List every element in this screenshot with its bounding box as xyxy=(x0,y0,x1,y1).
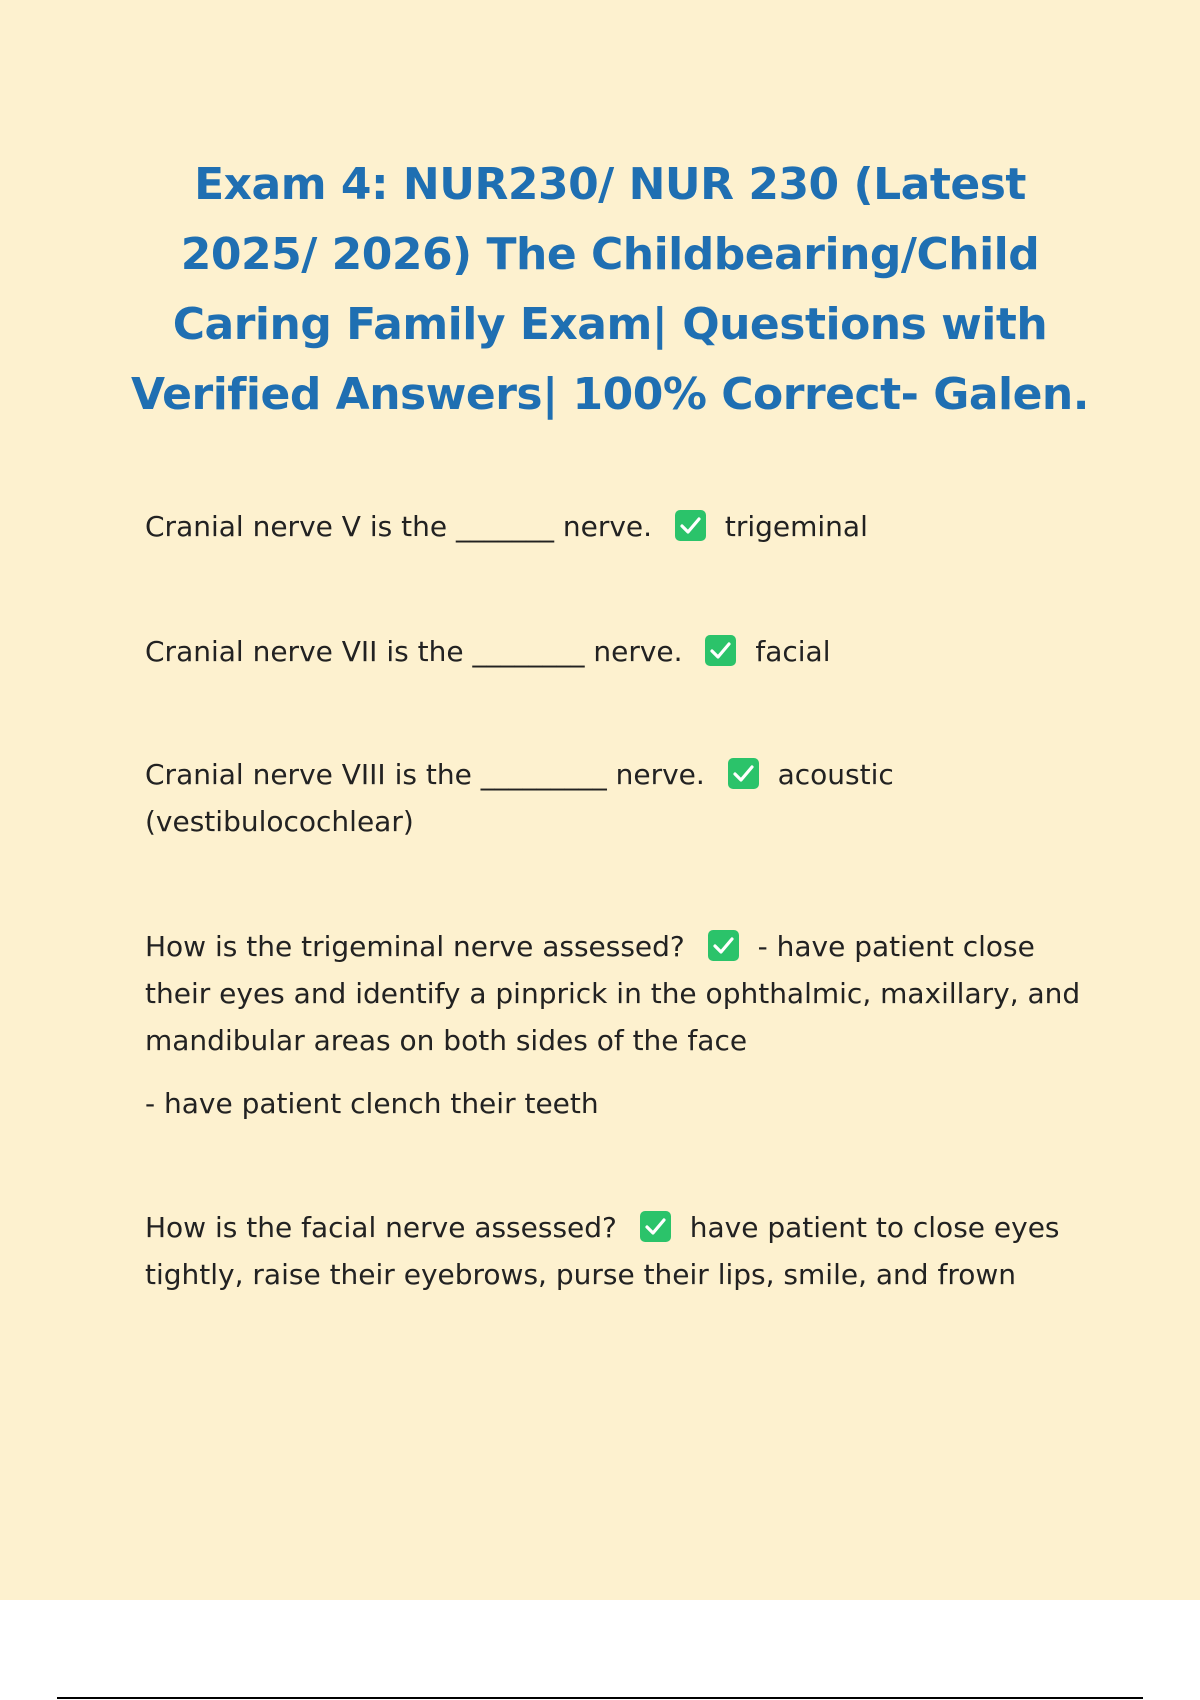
answer-text: have patient to close eyes tightly, raise their eyebrows, purse their lips, smile, and frown xyxy=(145,1211,1060,1291)
question-text: Cranial nerve V is the _______ nerve. xyxy=(145,510,653,543)
answer-extra-text: - have patient clench their teeth xyxy=(145,1087,599,1120)
check-mark-icon xyxy=(705,635,736,666)
answer-text: acoustic (vestibulocochlear) xyxy=(145,758,894,838)
check-mark-icon xyxy=(640,1211,671,1242)
qa-item-2 xyxy=(145,628,1095,675)
check-mark-icon xyxy=(728,758,759,789)
answer-text: - have patient close their eyes and identify a pinprick in the ophthalmic, maxillary, and mandibular areas on both sides of the face xyxy=(145,930,1081,1057)
document-title: Exam 4: NUR230/ NUR 230 (Latest 2025/ 2026) The Childbearing/Child Caring Family Exam| Questions with Verified Answers| 100% Correct- Galen. xyxy=(131,159,1089,420)
answer-text: trigeminal xyxy=(724,510,868,543)
qa-item-1 xyxy=(145,503,1095,550)
footer-divider xyxy=(57,1697,1143,1699)
question-text: Cranial nerve VII is the ________ nerve. xyxy=(145,635,683,668)
qa-item-3 xyxy=(145,751,905,845)
question-text: How is the facial nerve assessed? xyxy=(145,1211,617,1244)
qa-item-4 xyxy=(145,923,1095,1127)
qa-item-5 xyxy=(145,1204,1095,1298)
check-mark-icon xyxy=(708,930,739,961)
question-text: How is the trigeminal nerve assessed? xyxy=(145,930,685,963)
check-mark-icon xyxy=(675,510,706,541)
answer-text: facial xyxy=(755,635,831,668)
question-text: Cranial nerve VIII is the _________ nerve. xyxy=(145,758,705,791)
